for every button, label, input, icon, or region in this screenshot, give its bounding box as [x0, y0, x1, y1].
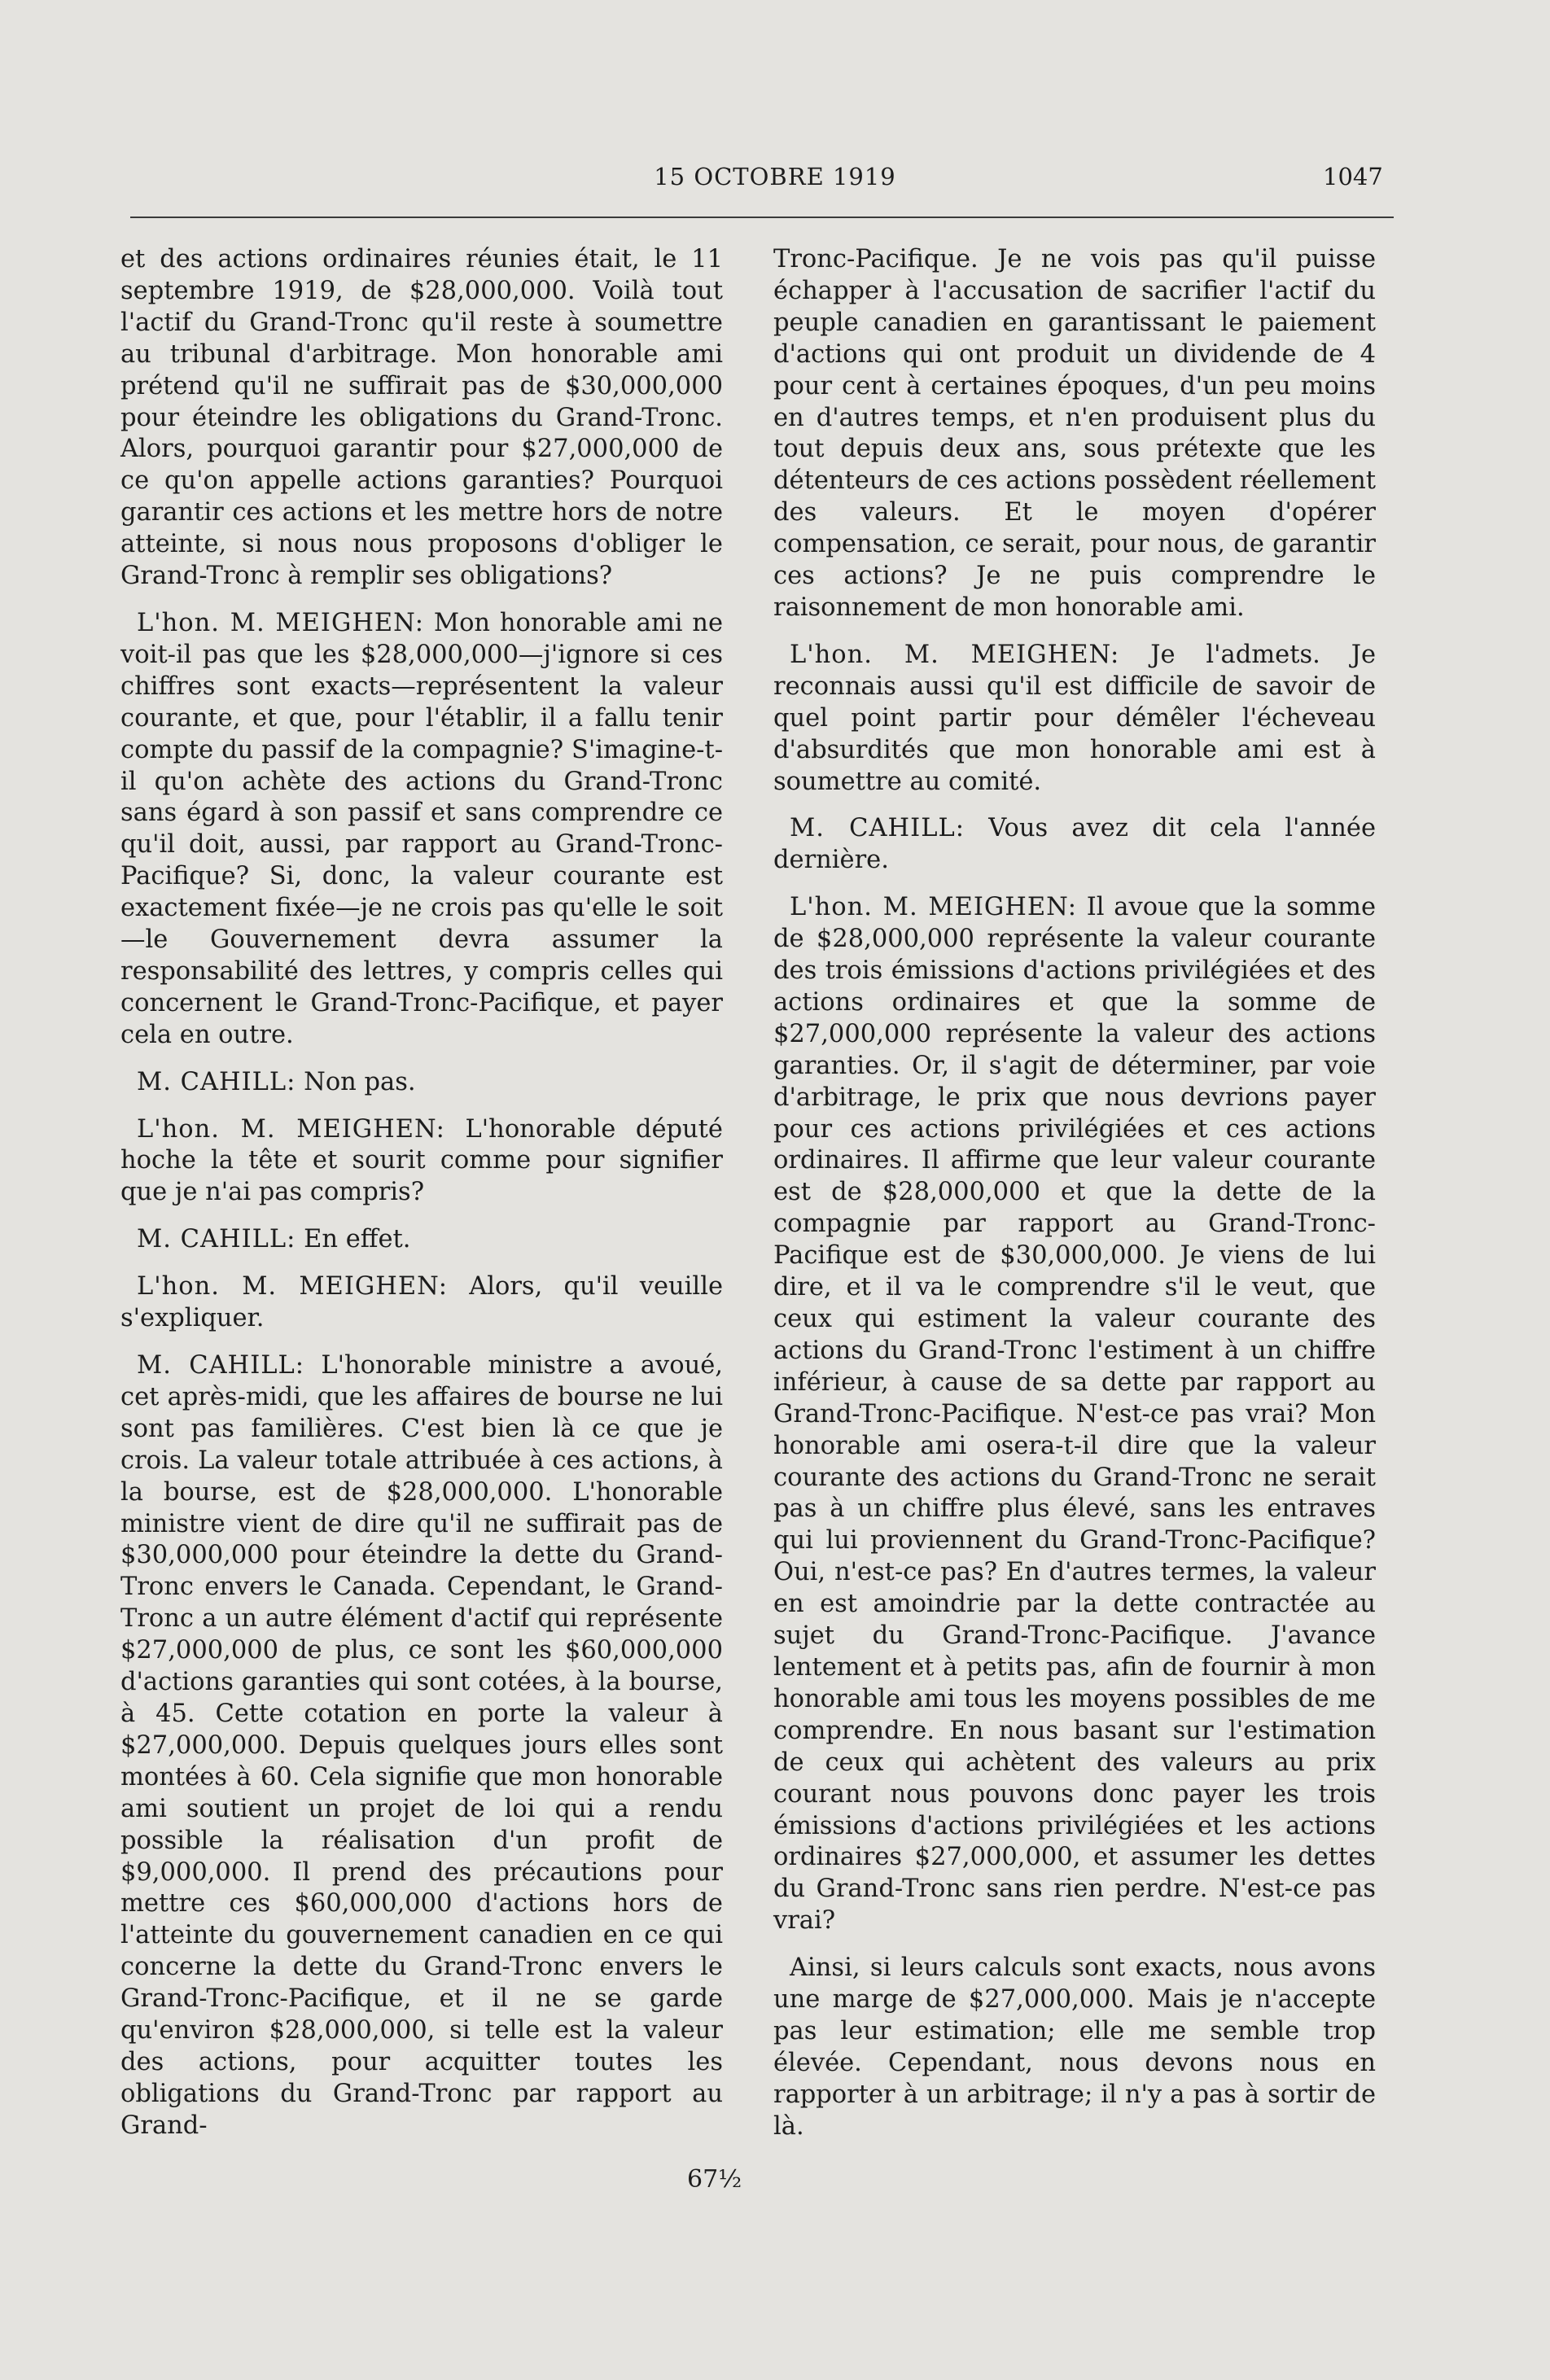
paragraph	[773, 1953, 1376, 2142]
paragraph	[773, 244, 1376, 624]
paragraph	[773, 892, 1376, 1937]
footer-signature: 67½	[687, 2165, 742, 2194]
paragraph-text: Tronc-Pacifique. Je ne vois pas qu'il puisse échapper à l'accusation de sacrifier l'actif du peuple canadien en garantissant le paiement d'actions qui ont produit un dividende de 4 pour cent à certaines époques, d'un peu moins en d'autres temps, et n'en produisent plus du tout depuis deux ans, sous prétexte que les détenteurs de ces actions possèdent réellement des valeurs. Et le moyen d'opérer compensation, ce serait, pour nous, de garantir ces actions? Je ne puis comprendre le raisonnement de mon honorable ami.	[773, 245, 1376, 622]
speaker-label: L'hon. M. MEIGHEN:	[137, 608, 425, 637]
paragraph-text: Il avoue que la somme de $28,000,000 représente la valeur courante des trois émissions d'actions privilégiées et des actions ordinaires et que la somme de $27,000,000 représente la valeur des actions garanties. Or, il s'agit de déterminer, par voie d'arbitrage, le prix que nous devrions payer pour ces actions privilégiées et ces actions ordinaires. Il affirme que leur valeur courante est de $28,000,000 et que la dette de la compagnie par rapport au Grand-Tronc-Pacifique est de $30,000,000. Je viens de lui dire, et il va le comprendre s'il le veut, que ceux qui estiment la valeur courante des actions du Grand-Tronc l'estiment à un chiffre inférieur, à cause de sa dette par rapport au Grand-Tronc-Pacifique. N'est-ce pas vrai? Mon honorable ami osera-t-il dire que la valeur courante des actions du Grand-Tronc ne serait pas à un chiffre plus élevé, sans les entraves qui lui proviennent du Grand-Tronc-Pacifique? Oui, n'est-ce pas? En d'autres termes, la valeur en est amoindrie par la dette contractée au sujet du Grand-Tronc-Pacifique. J'avance lentement et à petits pas, afin de fournir à mon honorable ami tous les moyens possibles de me comprendre. En nous basant sur l'estimation de ceux qui achètent des valeurs au prix courant nous pouvons donc payer les trois émissions d'actions privilégiées et les actions ordinaires $27,000,000, et assumer les dettes du Grand-Tronc sans rien perdre. N'est-ce pas vrai?	[773, 893, 1376, 1936]
right-column	[773, 244, 1376, 2159]
paragraph-text: Mon honorable ami ne voit-il pas que les $28,000,000—j'ignore si ces chiffres sont exacts—représentent la valeur courante, et que, pour l'établir, il a fallu tenir compte du passif de la compagnie? S'imagine-t-il qu'on achète des actions du Grand-Tronc sans égard à son passif et sans comprendre ce qu'il doit, aussi, par rapport au Grand-Tronc-Pacifique? Si, donc, la valeur courante est exactement fixée—je ne crois pas qu'elle le soit—le Gouvernement devra assumer la responsabilité des lettres, y compris celles qui concernent le Grand-Tronc-Pacifique, et payer cela en outre.	[120, 608, 724, 1049]
speaker-label: L'hon. M. MEIGHEN:	[137, 1114, 445, 1144]
paragraph	[120, 1224, 723, 1256]
left-column	[120, 244, 723, 2158]
header-date: 15 OCTOBRE 1919	[654, 163, 896, 190]
paragraph-text: Ainsi, si leurs calculs sont exacts, nous avons une marge de $27,000,000. Mais je n'accepte pas leur estimation; elle me semble trop élevée. Cependant, nous devons nous en rapporter à un arbitrage; il n'y a pas à sortir de là.	[773, 1953, 1376, 2141]
paragraph	[120, 1067, 723, 1099]
speaker-label: M. CAHILL:	[137, 1225, 296, 1254]
paragraph-text: Alors, qu'il veuille s'expliquer.	[120, 1272, 723, 1333]
paragraph	[120, 1350, 723, 2142]
paragraph	[773, 813, 1376, 877]
paragraph	[120, 608, 723, 1052]
paragraph-text: L'honorable ministre a avoué, cet après-midi, que les affaires de bourse ne lui sont pas familières. C'est bien là ce que je crois. La valeur totale attribuée à ces actions, à la bourse, est de $28,000,000. L'honorable ministre vient de dire qu'il ne suffirait pas de $30,000,000 pour éteindre la dette du Grand-Tronc envers le Canada. Cependant, le Grand-Tronc a un autre élément d'actif qui représente $27,000,000 de plus, ce sont les $60,000,000 d'actions garanties qui sont cotées, à la bourse, à 45. Cette cotation en porte la valeur à $27,000,000. Depuis quelques jours elles sont montées à 60. Cela signifie que mon honorable ami soutient un projet de loi qui a rendu possible la réalisation d'un profit de $9,000,000. Il prend des précautions pour mettre ces $60,000,000 d'actions hors de l'atteinte du gouvernement canadien en ce qui concerne la dette du Grand-Tronc envers le Grand-Tronc-Pacifique, et il ne se garde qu'environ $28,000,000, si telle est la valeur des actions, pour acquitter toutes les obligations du Grand-Tronc par rapport au Grand-	[120, 1351, 723, 2140]
speaker-label: M. CAHILL:	[137, 1351, 305, 1380]
page-number: 1047	[1323, 163, 1383, 190]
paragraph	[120, 1271, 723, 1335]
paragraph	[773, 640, 1376, 798]
speaker-label: L'hon. M. MEIGHEN:	[790, 640, 1120, 669]
paragraph	[120, 1114, 723, 1210]
paragraph-text: Non pas.	[304, 1067, 416, 1096]
header-rule	[130, 217, 1394, 218]
speaker-label: L'hon. M. MEIGHEN:	[790, 893, 1078, 922]
paragraph	[120, 244, 723, 593]
paragraph-text: En effet.	[304, 1225, 411, 1254]
paragraph-text: Vous avez dit cela l'année dernière.	[773, 814, 1377, 875]
speaker-label: L'hon. M. MEIGHEN:	[137, 1272, 448, 1302]
speaker-label: M. CAHILL:	[137, 1067, 296, 1096]
paragraph-text: et des actions ordinaires réunies était, le 11 septembre 1919, de $28,000,000. Voilà tout l'actif du Grand-Tronc qu'il reste à soumettre au tribunal d'arbitrage. Mon honorable ami prétend qu'il ne suffirait pas de $30,000,000 pour éteindre les obligations du Grand-Tronc. Alors, pourquoi garantir pour $27,000,000 de ce qu'on appelle actions garanties? Pourquoi garantir ces actions et les mettre hors de notre atteinte, si nous nous proposons d'obliger le Grand-Tronc à remplir ses obligations?	[120, 245, 723, 591]
paragraph-text: Je l'admets. Je reconnais aussi qu'il est difficile de savoir de quel point partir pour démêler l'écheveau d'absurdités que mon honorable ami est à soumettre au comité.	[773, 640, 1376, 796]
paragraph-text: L'honorable député hoche la tête et sourit comme pour signifier que je n'ai pas compris?	[120, 1114, 723, 1207]
speaker-label: M. CAHILL:	[790, 814, 965, 843]
